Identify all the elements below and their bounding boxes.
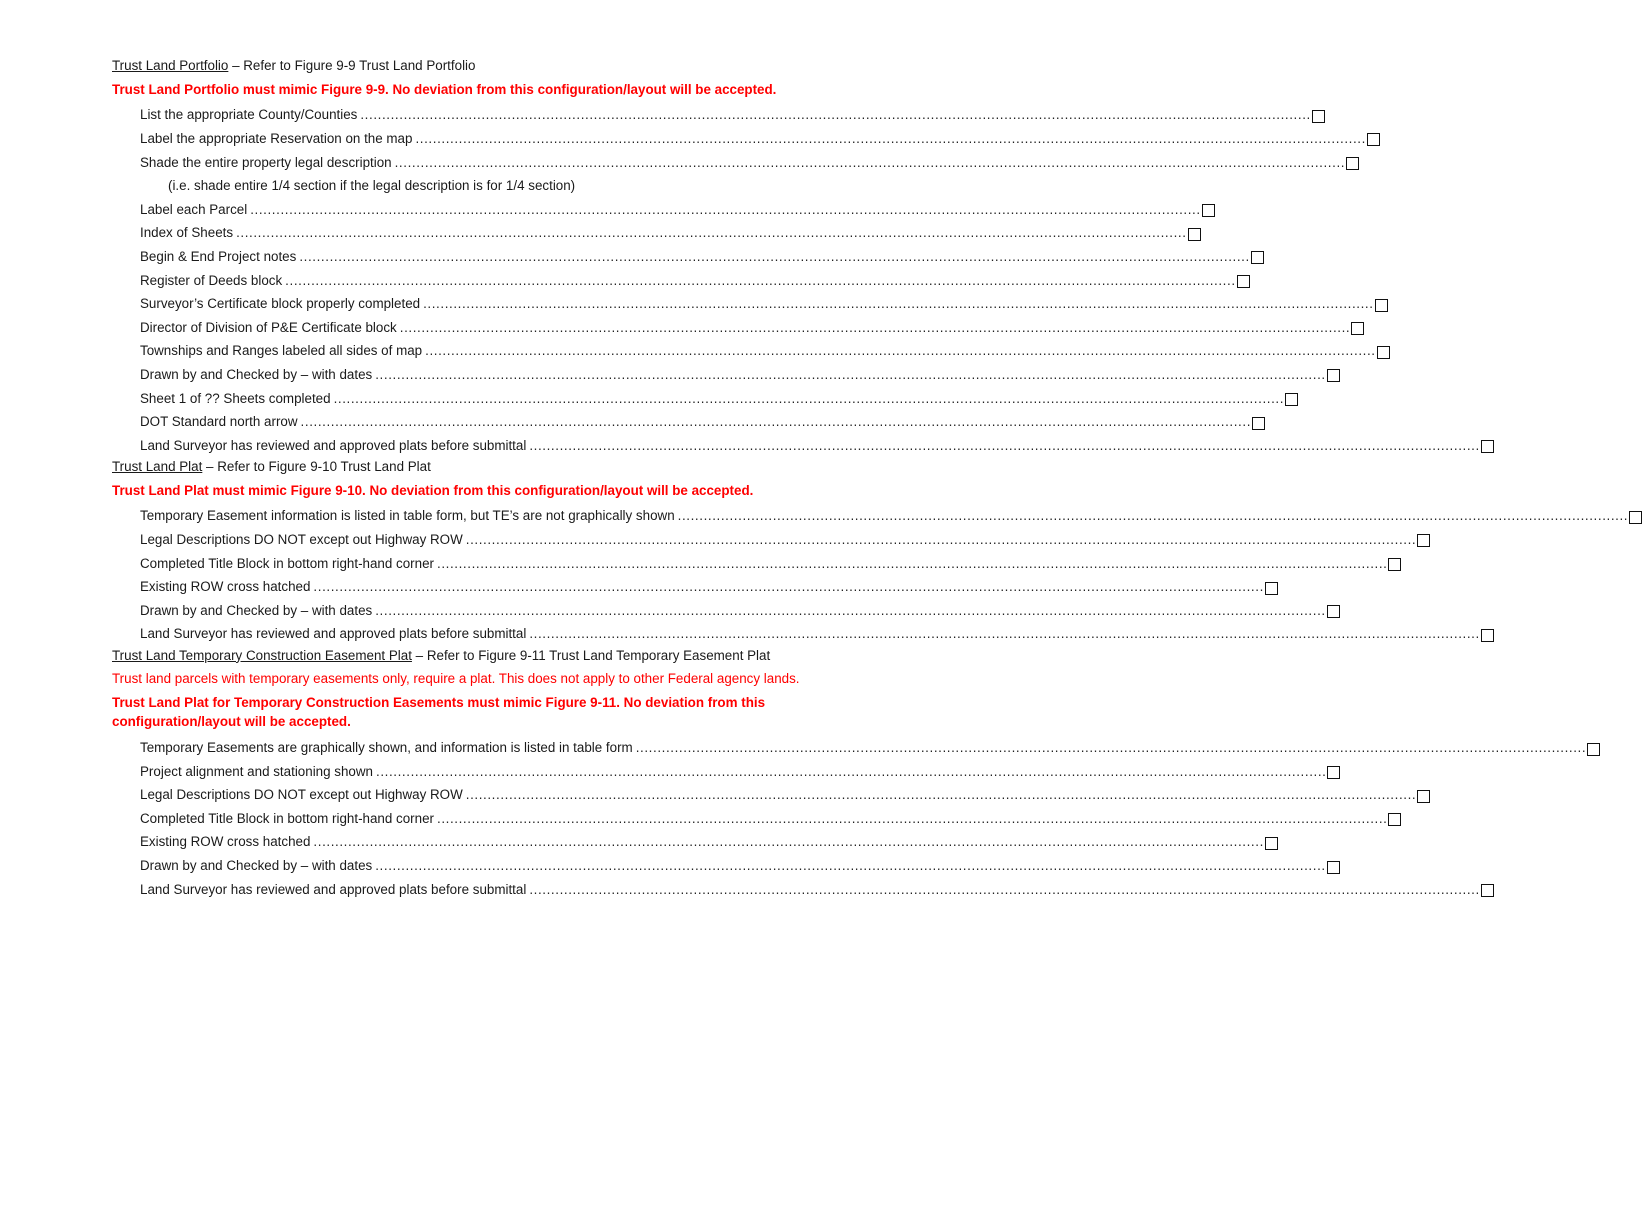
checkbox[interactable]	[1481, 629, 1494, 642]
dot-leader: ............................................................................................................................................................................................................................	[313, 579, 1264, 595]
dot-leader: ............................................................................................................................................................................................................................	[285, 272, 1236, 288]
dot-leader: ............................................................................................................................................................................................................................	[529, 626, 1480, 642]
warning-text: Trust Land Plat for Temporary Construction Easements must mimic Figure 9-11. No deviation from this configuration/layout will be accepted.	[112, 694, 766, 730]
checklist-item	[112, 339, 1376, 363]
item-label: Project alignment and stationing shown	[140, 763, 373, 779]
checklist-item	[112, 504, 1629, 528]
heading-link: Trust Land Plat	[112, 459, 203, 474]
item-label: Register of Deeds block	[140, 272, 283, 288]
checkbox[interactable]	[1327, 605, 1340, 618]
section-heading-portfolio	[112, 56, 812, 80]
item-label: Existing ROW cross hatched	[140, 834, 311, 850]
checkbox[interactable]	[1388, 558, 1401, 571]
item-label: Director of Division of P&E Certificate block	[140, 319, 397, 335]
checkbox[interactable]	[1388, 813, 1401, 826]
dot-leader: ............................................................................................................................................................................................................................	[415, 130, 1366, 146]
item-label: Land Surveyor has reviewed and approved plats before submittal	[140, 437, 527, 453]
checklist-item	[112, 598, 1326, 622]
heading-reference: – Refer to Figure 9-11 Trust Land Temporary Easement Plat	[411, 647, 771, 663]
checklist-item	[112, 622, 1480, 646]
dot-leader: ............................................................................................................................................................................................................................	[375, 858, 1326, 874]
checklist-item	[112, 197, 1201, 221]
checkbox[interactable]	[1327, 369, 1340, 382]
item-label: Sheet 1 of ?? Sheets completed	[140, 390, 331, 406]
item-label: Label the appropriate Reservation on the map	[140, 130, 413, 146]
checklist-page	[112, 56, 1629, 901]
checkbox[interactable]	[1417, 534, 1430, 547]
dot-leader: ............................................................................................................................................................................................................................	[465, 531, 1417, 547]
checklist-item	[112, 315, 1351, 339]
checkbox[interactable]	[1251, 251, 1264, 264]
item-label: Drawn by and Checked by – with dates	[140, 858, 373, 874]
checklist-item	[112, 150, 1346, 174]
item-label: DOT Standard north arrow	[140, 414, 298, 430]
checklist-item	[112, 783, 1417, 807]
item-label: Land Surveyor has reviewed and approved plats before submittal	[140, 881, 527, 897]
checkbox[interactable]	[1629, 511, 1642, 524]
item-label: Temporary Easements are graphically shown, and information is listed in table form	[140, 740, 633, 756]
dot-leader: ............................................................................................................................................................................................................................	[360, 107, 1311, 123]
checklist-item	[112, 807, 1388, 831]
item-label: Land Surveyor has reviewed and approved plats before submittal	[140, 626, 527, 642]
checklist-item	[112, 830, 1264, 854]
checklist-item	[112, 363, 1326, 387]
heading-reference: – Refer to Figure 9-9 Trust Land Portfolio	[228, 58, 476, 73]
item-label: Surveyor’s Certificate block properly completed	[140, 296, 421, 312]
item-label: List the appropriate County/Counties	[140, 107, 358, 123]
item-label: Begin & End Project notes	[140, 248, 297, 264]
shading-subnote: (i.e. shade entire 1/4 section if the legal description is for 1/4 section)	[168, 177, 576, 193]
easement-note: Trust land parcels with temporary easements only, require a plat. This does not apply to other Federal agency lands.	[112, 671, 800, 687]
checkbox[interactable]	[1481, 884, 1494, 897]
item-label: Index of Sheets	[140, 225, 234, 241]
dot-leader: ............................................................................................................................................................................................................................	[394, 154, 1346, 170]
dot-leader: ............................................................................................................................................................................................................................	[437, 555, 1388, 571]
checklist-item	[112, 433, 1480, 457]
section-heading-easement-plat	[112, 646, 812, 670]
checkbox[interactable]	[1481, 440, 1494, 453]
dot-leader: ............................................................................................................................................................................................................................	[437, 810, 1388, 826]
checklist-item	[112, 759, 1327, 783]
warning-text: Trust Land Portfolio must mimic Figure 9-9. No deviation from this configuration/layout will be accepted.	[112, 81, 777, 97]
checkbox[interactable]	[1417, 790, 1430, 803]
checklist-item	[112, 268, 1236, 292]
checkbox[interactable]	[1265, 582, 1278, 595]
checkbox[interactable]	[1377, 346, 1390, 359]
checkbox[interactable]	[1265, 837, 1278, 850]
checkbox[interactable]	[1237, 275, 1250, 288]
heading-link: Trust Land Portfolio	[112, 58, 229, 73]
item-label: Shade the entire property legal description	[140, 154, 392, 170]
checklist-item	[112, 292, 1374, 316]
dot-leader: ............................................................................................................................................................................................................................	[375, 366, 1326, 382]
checklist-item	[112, 575, 1264, 599]
checkbox[interactable]	[1312, 110, 1325, 123]
checklist-item	[112, 103, 1311, 127]
checklist-item	[112, 410, 1252, 434]
dot-leader: ............................................................................................................................................................................................................................	[635, 740, 1587, 756]
dot-leader: ............................................................................................................................................................................................................................	[677, 508, 1629, 524]
dot-leader: ............................................................................................................................................................................................................................	[376, 763, 1327, 779]
checkbox[interactable]	[1202, 204, 1215, 217]
item-label: Label each Parcel	[140, 201, 248, 217]
checklist-item	[112, 386, 1285, 410]
dot-leader: ............................................................................................................................................................................................................................	[375, 602, 1326, 618]
checkbox[interactable]	[1375, 299, 1388, 312]
checkbox[interactable]	[1351, 322, 1364, 335]
checklist-item	[112, 221, 1187, 245]
dot-leader: ............................................................................................................................................................................................................................	[529, 437, 1480, 453]
dot-leader: ............................................................................................................................................................................................................................	[299, 248, 1250, 264]
dot-leader: ............................................................................................................................................................................................................................	[313, 834, 1264, 850]
checkbox[interactable]	[1587, 743, 1600, 756]
checklist-item	[112, 127, 1366, 151]
checkbox[interactable]	[1367, 133, 1380, 146]
checklist-item	[112, 736, 1587, 760]
dot-leader: ............................................................................................................................................................................................................................	[250, 201, 1201, 217]
checklist-item	[112, 877, 1480, 901]
checkbox[interactable]	[1327, 766, 1340, 779]
item-label: Drawn by and Checked by – with dates	[140, 602, 373, 618]
dot-leader: ............................................................................................................................................................................................................................	[300, 414, 1252, 430]
checkbox[interactable]	[1252, 417, 1265, 430]
dot-leader: ............................................................................................................................................................................................................................	[333, 390, 1285, 406]
dot-leader: ............................................................................................................................................................................................................................	[465, 787, 1417, 803]
dot-leader: ............................................................................................................................................................................................................................	[423, 296, 1374, 312]
checklist-item	[112, 551, 1388, 575]
item-label: Legal Descriptions DO NOT except out Highway ROW	[140, 531, 463, 547]
warning-text: Trust Land Plat must mimic Figure 9-10. No deviation from this configuration/layout will be accepted.	[112, 482, 754, 498]
checklist-item	[112, 528, 1417, 552]
item-label: Completed Title Block in bottom right-hand corner	[140, 810, 434, 826]
heading-reference: – Refer to Figure 9-10 Trust Land Plat	[202, 459, 431, 474]
item-label: Drawn by and Checked by – with dates	[140, 366, 373, 382]
item-label: Existing ROW cross hatched	[140, 579, 311, 595]
dot-leader: ............................................................................................................................................................................................................................	[399, 319, 1351, 335]
item-label: Temporary Easement information is listed in table form, but TE’s are not graphically shown	[140, 508, 675, 524]
checkbox[interactable]	[1188, 228, 1201, 241]
item-label: Townships and Ranges labeled all sides of map	[140, 343, 423, 359]
checklist-item	[112, 854, 1326, 878]
section-heading-plat	[112, 457, 812, 481]
dot-leader: ............................................................................................................................................................................................................................	[236, 225, 1187, 241]
item-label: Legal Descriptions DO NOT except out Highway ROW	[140, 787, 463, 803]
dot-leader: ............................................................................................................................................................................................................................	[425, 343, 1376, 359]
checklist-item	[112, 245, 1250, 269]
heading-link: Trust Land Temporary Construction Easement Plat	[112, 647, 412, 663]
checkbox[interactable]	[1327, 861, 1340, 874]
dot-leader: ............................................................................................................................................................................................................................	[529, 881, 1480, 897]
item-label: Completed Title Block in bottom right-hand corner	[140, 555, 434, 571]
checkbox[interactable]	[1346, 157, 1359, 170]
checkbox[interactable]	[1285, 393, 1298, 406]
